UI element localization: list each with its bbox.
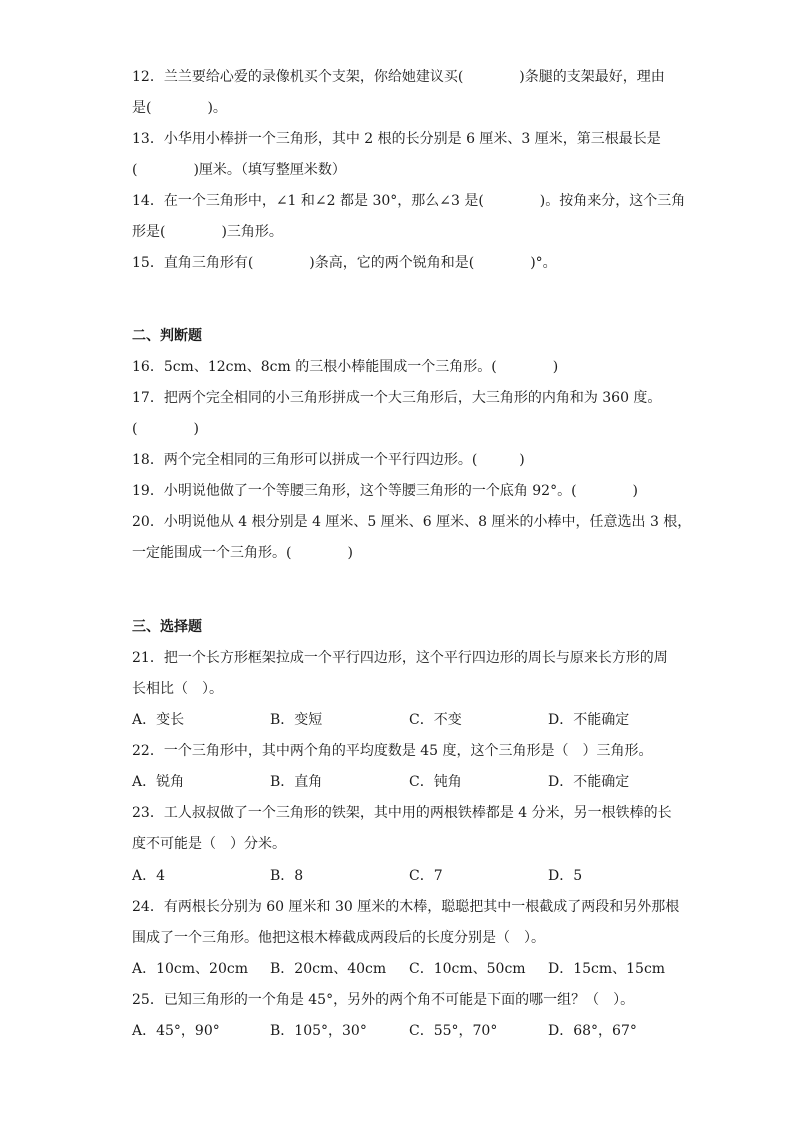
question-22-option-a: A．锐角 (132, 774, 185, 790)
question-18-line-1: 18．两个完全相同的三角形可以拼成一个平行四边形。( ) (132, 452, 525, 468)
question-25-option-b: B．105°，30° (270, 1023, 367, 1039)
question-21-line-1: 21．把一个长方形框架拉成一个平行四边形，这个平行四边形的周长与原来长方形的周 (132, 650, 668, 666)
question-12-line-2: 是( )。 (132, 100, 227, 116)
question-13-line-2: ( )厘米。（填写整厘米数） (132, 162, 346, 178)
question-23-line-2: 度不可能是（ ）分米。 (132, 836, 286, 852)
question-24-option-a: A．10cm、20cm (132, 961, 248, 977)
question-21-option-a: A．变长 (132, 712, 185, 728)
question-16-line-1: 16．5cm、12cm、8cm 的三根小棒能围成一个三角形。( ) (132, 359, 559, 375)
question-25-option-d: D．68°，67° (548, 1023, 637, 1039)
question-23-option-c: C．7 (409, 868, 443, 884)
question-21-option-c: C．不变 (409, 712, 462, 728)
question-24-line-2: 围成了一个三角形。他把这根木棒截成两段后的长度分别是（ ）。 (132, 930, 545, 946)
question-13-line-1: 13．小华用小棒拼一个三角形，其中 2 根的长分别是 6 厘米、3 厘米，第三根最长是 (132, 131, 661, 147)
question-24-option-c: C．10cm、50cm (409, 961, 526, 977)
question-23-option-b: B．8 (270, 868, 304, 884)
question-23-option-d: D．5 (548, 868, 583, 884)
question-20-line-1: 20．小明说他从 4 根分别是 4 厘米、5 厘米、6 厘米、8 厘米的小棒中，任意选出 3 根， (132, 514, 692, 530)
question-22-option-b: B．直角 (270, 774, 323, 790)
question-24-option-d: D．15cm、15cm (548, 961, 666, 977)
question-20-line-2: 一定能围成一个三角形。( ) (132, 545, 353, 561)
question-21-line-2: 长相比（ ）。 (132, 681, 223, 697)
question-17-line-1: 17．把两个完全相同的小三角形拼成一个大三角形后，大三角形的内角和为 360 度。 (132, 390, 662, 406)
question-21-option-b: B．变短 (270, 712, 323, 728)
question-22-line-1: 22．一个三角形中，其中两个角的平均度数是 45 度，这个三角形是（ ）三角形。 (132, 743, 653, 759)
question-22-option-d: D．不能确定 (548, 774, 630, 790)
question-23-option-a: A．4 (132, 868, 166, 884)
question-19-line-1: 19．小明说他做了一个等腰三角形，这个等腰三角形的一个底角 92°。( ) (132, 483, 639, 499)
choice-section-title: 三、选择题 (132, 619, 202, 635)
question-15-line-1: 15．直角三角形有( )条高，它的两个锐角和是( )°。 (132, 255, 557, 271)
question-24-line-1: 24．有两根长分别为 60 厘米和 30 厘米的木棒，聪聪把其中一根截成了两段和另外那根 (132, 899, 680, 915)
question-14-line-2: 形是( )三角形。 (132, 224, 283, 240)
question-14-line-1: 14．在一个三角形中，∠1 和∠2 都是 30°，那么∠3 是( )。按角来分，这个三角 (132, 193, 686, 209)
question-24-option-b: B．20cm、40cm (270, 961, 387, 977)
question-12-line-1: 12．兰兰要给心爱的录像机买个支架，你给她建议买( )条腿的支架最好，理由 (132, 69, 665, 85)
question-25-line-1: 25．已知三角形的一个角是 45°，另外的两个角不可能是下面的哪一组？（ ）。 (132, 992, 635, 1008)
question-21-option-d: D．不能确定 (548, 712, 630, 728)
question-25-option-a: A．45°，90° (132, 1023, 220, 1039)
question-23-line-1: 23．工人叔叔做了一个三角形的铁架，其中用的两根铁棒都是 4 分米，另一根铁棒的长 (132, 805, 672, 821)
question-22-option-c: C．钝角 (409, 774, 462, 790)
judge-section-title: 二、判断题 (132, 328, 202, 344)
question-25-option-c: C．55°，70° (409, 1023, 498, 1039)
question-17-line-2: ( ) (132, 421, 199, 437)
